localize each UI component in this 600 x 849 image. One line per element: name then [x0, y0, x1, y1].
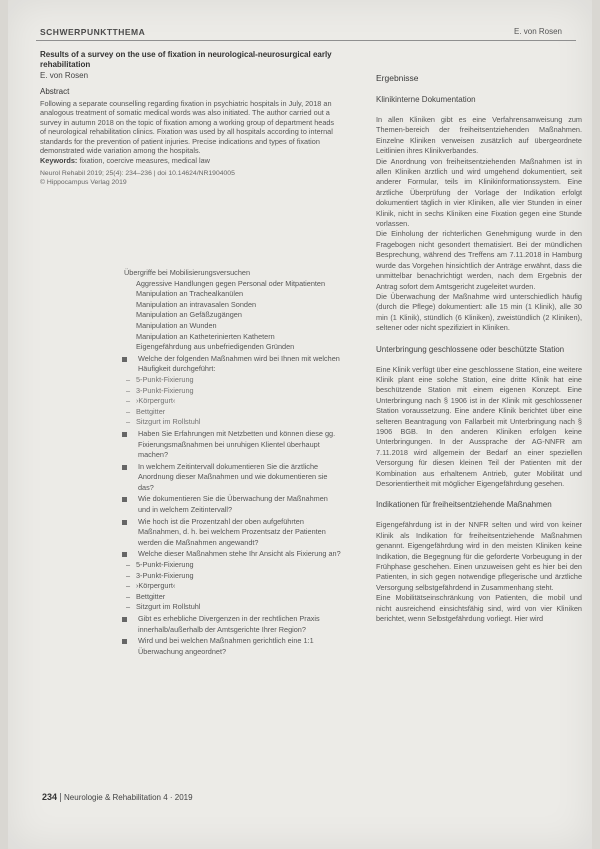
- question-item: Wird und bei welchen Maßnahmen gerichtlich eine 1:1 Überwachung angeordnet?: [124, 636, 342, 657]
- results-paragraph: In allen Kliniken gibt es eine Verfahrensanweisung zum Themen-bereich der freiheitsentziehenden Maßnahmen. Einzelne Kliniken verweisen zusätzlich auf übergeordnete Leitlinien ihres Klinikverbandes.: [376, 115, 582, 156]
- bullet-square-icon: [122, 432, 127, 437]
- results-paragraph: Eigengefährdung ist in der NNFR selten und wird von keiner Klinik als Indikation für freiheitsentziehende Maßnahmen genannt. Eigengefährdung wird in den meisten Kliniken keine Indikation, die Begegnung für die geforderte Vorbeugung in der Frühphase geschehen. Einen unzuweisen geht es hier bei den Patienten, in sich gegen notwendige pflegerische und ärztliche Versorgung selbstgefährdend in Zusammenhang steht.: [376, 520, 582, 592]
- list-item: Manipulation an intravasalen Sonden: [136, 299, 257, 309]
- abstract-heading: Abstract: [40, 87, 70, 96]
- keywords-value: fixation, coercive measures, medical law: [79, 156, 210, 166]
- bullet-square-icon: [122, 552, 127, 557]
- page-number: 234: [42, 792, 58, 802]
- results-paragraph: Die Anordnung von freiheitsentziehenden Maßnahmen ist in allen Kliniken ärztlich und wird umgehend dokumentiert, seit anderer Formular, teils im Klinikinformationssystem. Eine ärztliche Überprüfung der Vorlage der Indikation erfolgt dokumentiert täglich in vier Kliniken, alle vier Stunden in einer Klinik, nicht in sechs Kliniken eine Fixation gegen eine Stunde vorlassen.: [376, 156, 582, 229]
- abstract-author: E. von Rosen: [40, 71, 89, 80]
- list-item: Manipulation an Wunden: [136, 320, 217, 330]
- question-item: Gibt es erhebliche Divergenzen in der rechtlichen Praxis innerhalb/außerhalb der Amtsgerichte Ihrer Region?: [124, 614, 342, 635]
- results-column: [376, 72, 582, 624]
- list-item: Eigengefährdung aus unbefriedigenden Gründen: [136, 342, 295, 352]
- option-item: – Bettgitter: [124, 407, 342, 418]
- question-item: In welchem Zeitintervall dokumentieren Sie die ärztliche Anordnung dieser Maßnahmen und wie dokumentieren sie das?: [124, 462, 342, 494]
- abstract-citation: Neurol Rehabil 2019; 25(4): 234–236 | doi 10.14624/NR1904005: [40, 169, 235, 177]
- footer-divider: [60, 793, 61, 802]
- bullet-square-icon: [122, 639, 127, 644]
- results-paragraph: Die Einholung der richterlichen Genehmigung wurde in den Fragebogen nicht gesondert thematisiert. Bei der mündlichen Besprechung, während des Treffens am 7.11.2018 in Hamburg wurde das Vorgehen hinsichtlich der Anträge erwähnt, dass die unmittelbar benachrichtigt werden, nach dem Ergebnis der Antrag sofort dem Amtsgericht zugeleitet wurden.: [376, 229, 582, 291]
- abstract-publisher: © Hippocampus Verlag 2019: [40, 178, 127, 186]
- abstract-keywords: [40, 156, 340, 165]
- list-item: Aggressive Handlungen gegen Personal oder Mitpatienten: [136, 278, 326, 288]
- question-item: Welche dieser Maßnahmen stehe Ihr Ansicht als Fixierung an?: [124, 549, 342, 560]
- page-footer: [42, 792, 193, 802]
- option-item: – ›Körpergurt‹: [124, 581, 342, 592]
- option-item: – 3-Punkt-Fixierung: [124, 386, 342, 397]
- question-item: Wie hoch ist die Prozentzahl der oben aufgeführten Maßnahmen, d. h. bei welchem Prozentsatz der Patienten werden die Maßnahmen angewandt?: [124, 517, 342, 549]
- bullet-square-icon: [122, 465, 127, 470]
- results-subheading: Indikationen für freiheitsentziehende Maßnahmen: [376, 500, 552, 510]
- list-item: Übergriffe bei Mobilisierungsversuchen: [124, 268, 251, 277]
- bullet-square-icon: [122, 497, 127, 502]
- section-label: SCHWERPUNKTTHEMA: [40, 27, 146, 37]
- option-item: – Sitzgurt im Rollstuhl: [124, 602, 342, 613]
- bullet-square-icon: [122, 617, 127, 622]
- bullet-square-icon: [122, 520, 127, 525]
- bullet-square-icon: [122, 357, 127, 362]
- question-item: Welche der folgenden Maßnahmen wird bei Ihnen mit welchen Häufigkeit durchgeführt:: [124, 354, 342, 375]
- list-item: Manipulation an Trachealkanülen: [136, 289, 244, 299]
- option-item: – Sitzgurt im Rollstuhl: [124, 417, 342, 428]
- english-abstract: [40, 50, 340, 187]
- option-item: – 5-Punkt-Fixierung: [124, 375, 342, 386]
- option-item: – 3-Punkt-Fixierung: [124, 571, 342, 582]
- abstract-title: Results of a survey on the use of fixation in neurological-neurosurgical early rehabilitation: [40, 50, 332, 69]
- question-item: Wie dokumentieren Sie die Überwachung der Maßnahmen und in welchem Zeitintervall?: [124, 494, 342, 515]
- option-item: – 5-Punkt-Fixierung: [124, 560, 342, 571]
- question-item: Haben Sie Erfahrungen mit Netzbetten und können diese gg. Fixierungsmaßnahmen bei unruhigen Klientel überhaupt machen?: [124, 429, 342, 461]
- running-head-author: E. von Rosen: [513, 27, 562, 36]
- abstract-text: Following a separate counselling regarding fixation in psychiatric hospitals in July, 2018 an analogous treatment of somatic medical words was also initiated. The author carried out a survey in autumn 2018 on the topic of fixation among a working group of department heads of neurological rehabilitation clinics. Fixation was used by all hospitals according to internal standards for the prevention of patient injuries. Precise indications and types of fixation demonstrated wide variation among the hospitals.: [40, 99, 335, 156]
- list-item: Manipulation an Gefäßzugängen: [136, 310, 242, 320]
- journal-page: [8, 0, 592, 849]
- results-paragraph: Eine Mobilitätseinschränkung von Patienten, die mobil und nicht ausreichend einsichtsfähig sind, wird von vier Kliniken berichtet, wenn Selbstgefährdung vorliegt. Hier wird: [376, 593, 582, 624]
- header-rule: [36, 40, 576, 41]
- results-subheading: Unterbringung geschlossene oder beschützte Station: [376, 344, 565, 354]
- results-title: Ergebnisse: [376, 73, 419, 83]
- option-item: – ›Körpergurt‹: [124, 396, 342, 407]
- list-item: Manipulation an Katheterinierten Kathetern: [136, 331, 275, 341]
- results-subheading: Klinikinterne Dokumentation: [376, 95, 476, 104]
- option-item: – Bettgitter: [124, 592, 342, 603]
- questionnaire-list: [124, 268, 342, 657]
- journal-name: Neurologie & Rehabilitation 4 · 2019: [64, 793, 193, 802]
- results-paragraph: Die Überwachung der Maßnahme wird unterschiedlich häufig (durch die Pflege) dokumentiert: alle 15 min (1 Klinik), alle 30 min (1 Klinik), stündlich (6 Kliniken), zweistündlich (2 Kliniken), seltener oder nicht spezifiziert in Kliniken.: [376, 291, 582, 333]
- results-paragraph: Eine Klinik verfügt über eine geschlossene Station, eine weitere Klinik plant eine solche Station, eine dritte Klinik hat eine beschützende Station mit einem eigenen Konzept. Eine Unterbringung nach § 1906 ist in der Klinik mit geschlossener Station voraussetzung. Eine andere Klinik berichtet über eine selteren Beantragung von Fallarbeit mit Unterbringung nach § 1906 BGB. In den anderen Kliniken erfolgen keine Unterbringungen. In der Aussprache der AG-NNFR am 7.11.2018 wird allgemein der Bedarf an einer speziellen Versorgung für diesen kleinen Teil der Patienten mit der Kombination aus erhaltenem Antrieb, guter Mobilität und Desorientiertheit mit möglicher Eigengefährdung gesehen.: [376, 364, 582, 488]
- keywords-label: Keywords:: [40, 156, 78, 166]
